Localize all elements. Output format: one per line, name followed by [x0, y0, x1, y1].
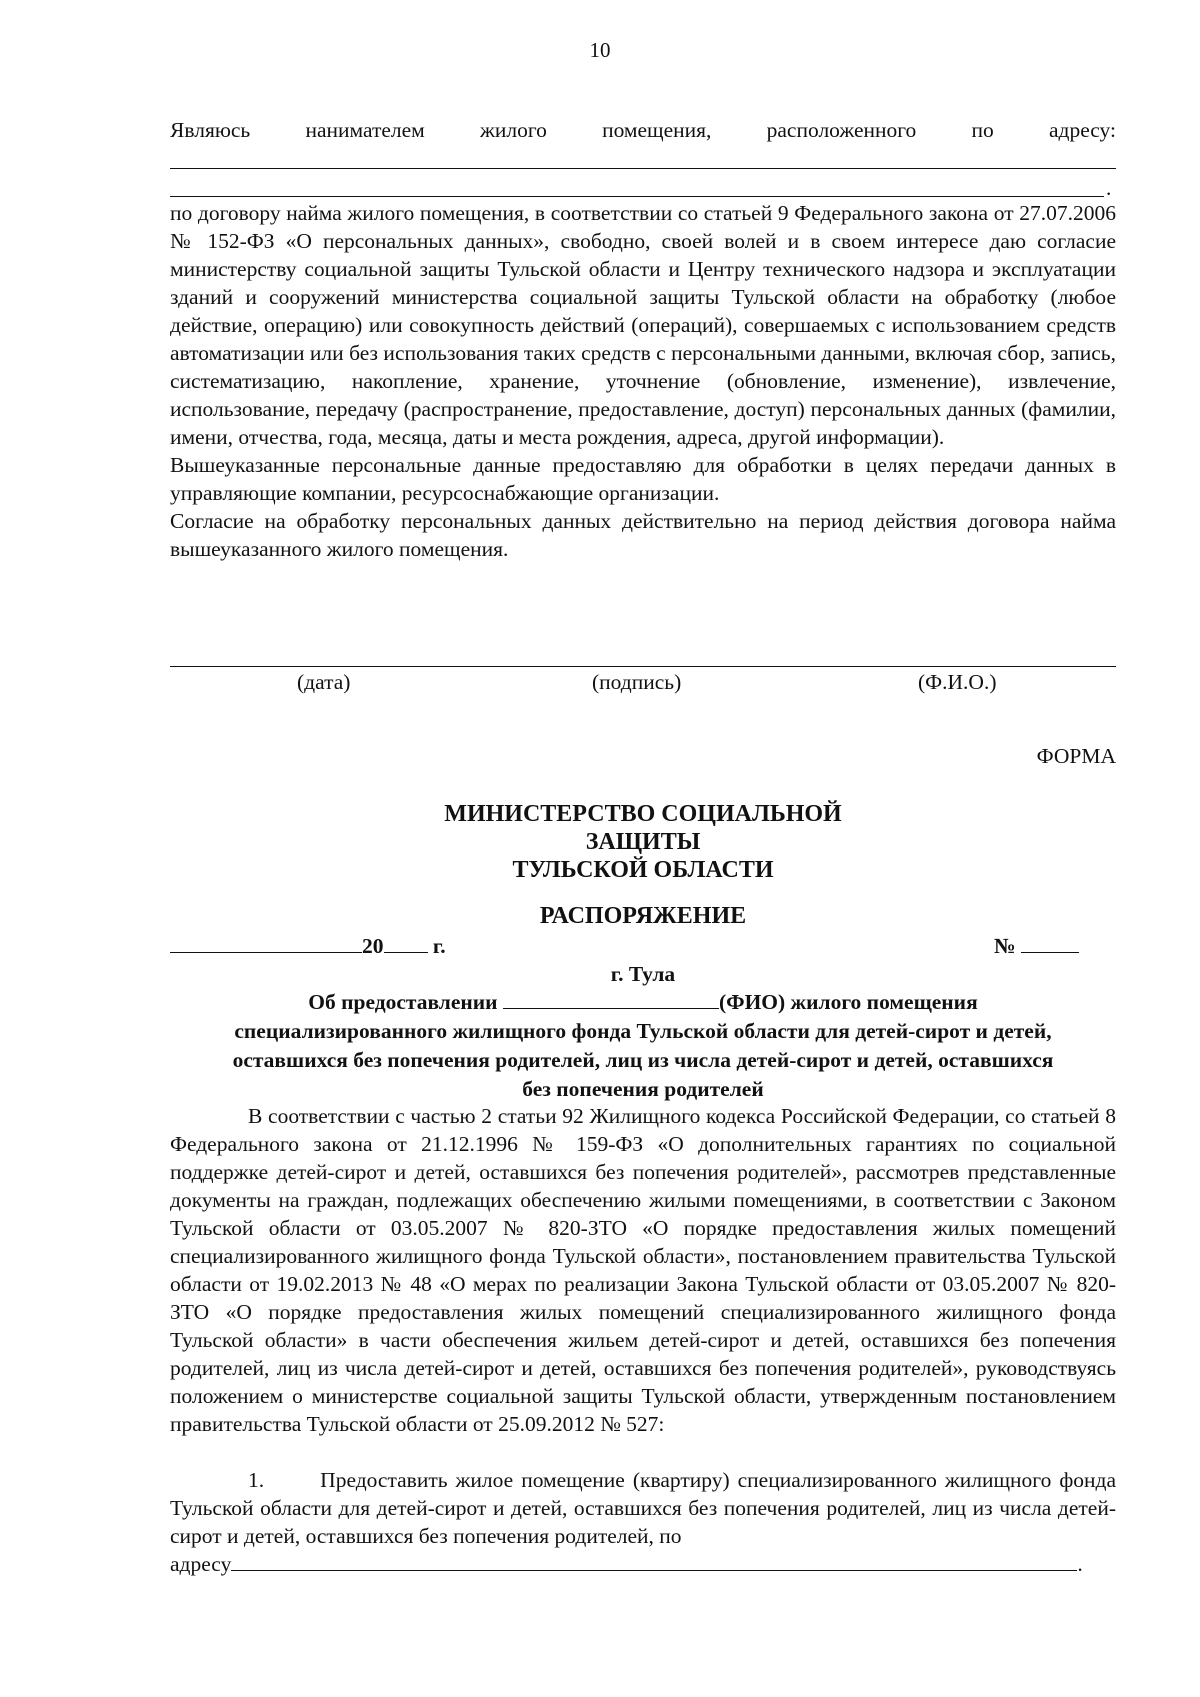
title-fio: (ФИО) жилого помещения — [718, 990, 978, 1014]
date-day-month-blank[interactable] — [170, 932, 362, 953]
order-number-blank[interactable] — [1021, 932, 1079, 953]
order-preamble: В соответствии с частью 2 статьи 92 Жилищного кодекса Российской Федерации, со статьей 8 Федерального закона от 21.12.1996 № 159-ФЗ «О дополнительных гарантиях по социальной поддержке детей-сирот и детей, оставшихся без попечения родителей», рассмотрев представленные документы на граждан, подлежащих обеспечению жилыми помещениями, в соответствии с Законом Тульской области от 03.05.2007 № 820-ЗТО «О порядке предоставления жилых помещений специализированного жилищного фонда Тульской области», постановлением правительства Тульской области от 19.02.2013 № 48 «О мерах по реализации Закона Тульской области от 03.05.2007 № 820-ЗТО «О порядке предоставления жилых помещений специализированного жилищного фонда Тульской области» в части обеспечения жильем детей-сирот и детей, оставшихся без попечения родителей, лиц из числа детей-сирот и детей, оставшихся без попечения родителей», руководствуясь положением о министерстве социальной защиты Тульской области, утвержденным постановлением правительства Тульской области от 25.09.2012 № 527: — [170, 1104, 1116, 1436]
signature-label: (подпись) — [592, 670, 682, 694]
date-year-suffix: г. — [432, 934, 446, 958]
address-label: адресу — [170, 1552, 232, 1576]
consent-paragraph-1: по договору найма жилого помещения, в соответствии со статьей 9 Федерального закона от 27.07.2006 № 152-ФЗ «О персональных данных», свободно, своей волей и в своем интересе даю согласие министерству социальной защиты Тульской области и Центру технического надзора и эксплуатации зданий и сооружений министерства социальной защиты Тульской области на обработку (любое действие, операцию) или совокупность действий (операций), совершаемых с использованием средств автоматизации или без использования таких средств с персональными данными, включая сбор, запись, систематизацию, накопление, хранение, уточнение (обновление, изменение), извлечение, использование, передачу (распространение, предоставление, доступ) персональных данных (фамилии, имени, отчества, года, месяца, даты и места рождения, адреса, другой информации). — [170, 201, 1116, 449]
title-prefix: Об предоставлении — [308, 990, 498, 1014]
city: г. Тула — [610, 962, 676, 986]
address-end-period: . — [1077, 1552, 1083, 1576]
consent-paragraph-2: Вышеуказанные персональные данные предоставляю для обработки в целях передачи данных в управляющие компании, ресурсоснабжающие организации. — [170, 453, 1116, 505]
title-line-1 — [170, 988, 1116, 1017]
fio-label: (Ф.И.О.) — [918, 670, 997, 694]
document-type: РАСПОРЯЖЕНИЕ — [539, 903, 747, 929]
item-1-number: 1. — [248, 1468, 265, 1492]
title-line-4: без попечения родителей — [522, 1077, 764, 1101]
signature-line[interactable] — [170, 666, 1116, 667]
number-sign: № — [994, 934, 1016, 958]
tenant-address-line — [170, 118, 1116, 143]
item-1-text — [170, 1466, 1116, 1550]
order-item-1 — [170, 1466, 1116, 1578]
title-line-2: специализированного жилищного фонда Тульской области для детей-сирот и детей, — [234, 1019, 1052, 1043]
ministry-name — [170, 800, 1116, 884]
date-year-prefix: 20 — [362, 934, 384, 958]
consent-paragraph-3: Согласие на обработку персональных данных действительно на период действия договора найма вышеуказанного жилого помещения. — [170, 509, 1116, 561]
form-label: ФОРМА — [1036, 744, 1116, 768]
word: Являюсь — [170, 118, 251, 142]
order-body — [170, 1102, 1116, 1438]
word: нанимателем — [305, 118, 425, 142]
ministry-line-1: МИНИСТЕРСТВО СОЦИАЛЬНОЙ — [444, 801, 842, 827]
title-line-3: оставшихся без попечения родителей, лиц из числа детей-сирот и детей, оставшихся — [232, 1048, 1054, 1072]
item-1-body: Предоставить жилое помещение (квартиру) специализированного жилищного фонда Тульской области для детей-сирот и детей, оставшихся без попечения родителей, лиц из числа детей-сирот и детей, оставшихся без попечения родителей, по — [170, 1468, 1117, 1548]
word: по — [971, 118, 994, 142]
order-number-field — [994, 932, 1079, 960]
line-end-period: . — [1106, 176, 1112, 200]
word: адресу: — [1048, 118, 1116, 142]
address-blank-line-1[interactable] — [170, 168, 1116, 169]
consent-text — [170, 199, 1116, 563]
fio-blank[interactable] — [503, 988, 719, 1009]
ministry-line-2: ЗАЩИТЫ — [585, 829, 701, 855]
word: жилого — [479, 118, 547, 142]
date-year-blank[interactable] — [384, 932, 428, 953]
word: помещения, — [602, 118, 712, 142]
signature-labels — [170, 670, 1116, 700]
date-label: (дата) — [297, 670, 351, 694]
ministry-line-3: ТУЛЬСКОЙ ОБЛАСТИ — [512, 857, 774, 883]
date-field — [170, 932, 446, 960]
word: расположенного — [766, 118, 917, 142]
address-blank-line-2[interactable] — [170, 196, 1104, 197]
address-blank[interactable] — [231, 1550, 1077, 1571]
item-1-address-line — [170, 1550, 1116, 1578]
order-title — [170, 988, 1116, 1104]
page-number: 10 — [589, 38, 611, 62]
